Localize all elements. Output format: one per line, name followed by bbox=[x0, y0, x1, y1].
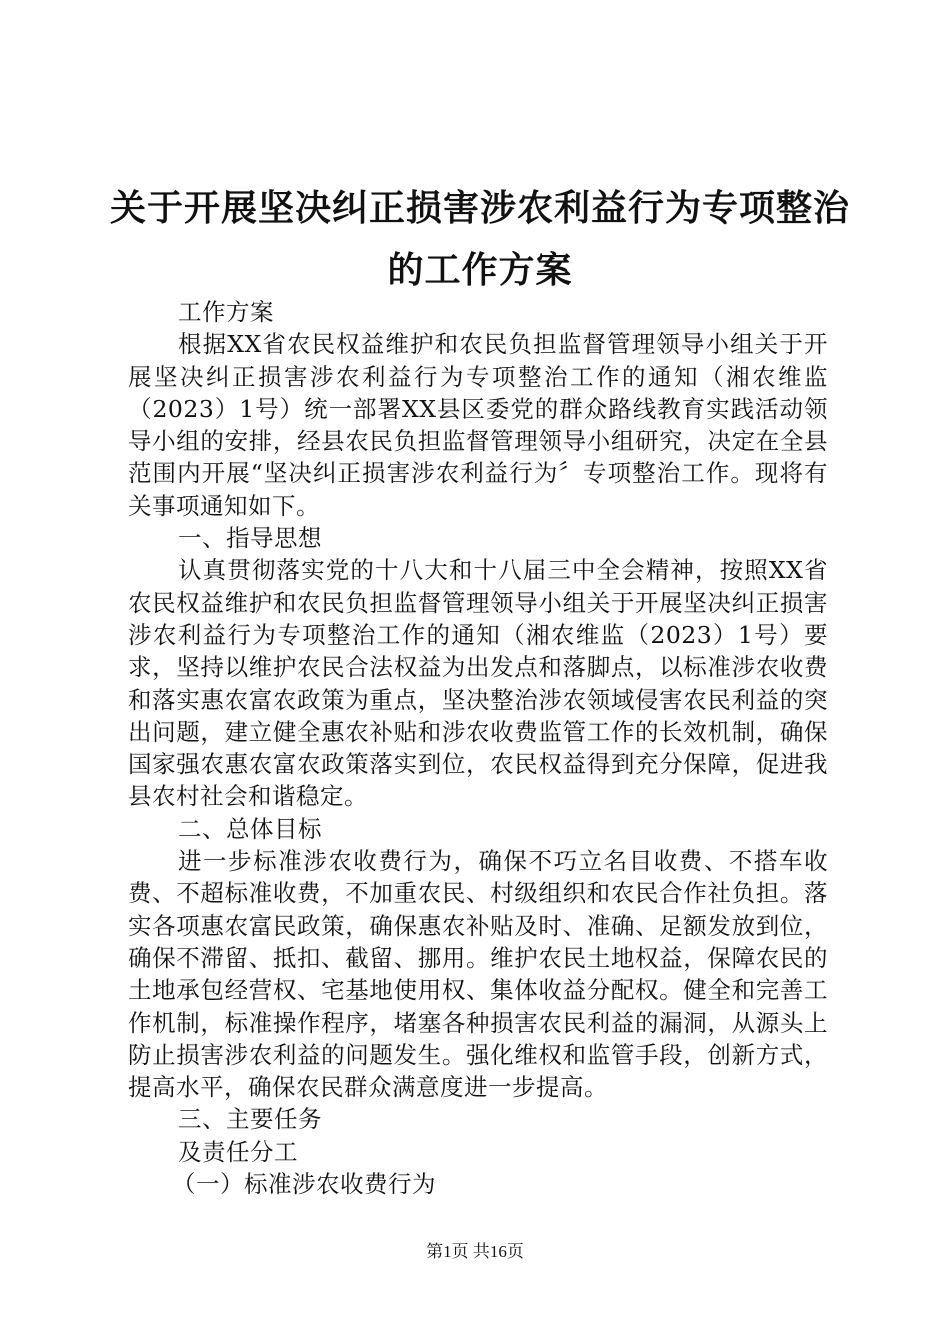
doc-type-label: 工作方案 bbox=[178, 298, 274, 326]
section-3-heading: 三、主要任务 bbox=[178, 1105, 322, 1134]
document-title bbox=[100, 178, 860, 302]
document-body bbox=[128, 296, 828, 1200]
section-1-heading: 一、指导思想 bbox=[178, 524, 322, 553]
section-2-heading: 二、总体目标 bbox=[178, 814, 322, 843]
title-line-2: 的工作方案 bbox=[387, 250, 573, 291]
subsection-1-heading: （一）标准涉农收费行为 bbox=[172, 1170, 436, 1199]
intro-paragraph: 根据XX省农民权益维护和农民负担监督管理领导小组关于开展坚决纠正损害涉农利益行为专项整治工作的通知（湘农维监（2023）1号）统一部署XX县区委党的群众路线教育实践活动领导小组的安排，经县农民负担监督管理领导小组研究，决定在全县范围内开展“坚决纠正损害涉农利益行为〞专项整治工作。现将有关事项通知如下。 bbox=[128, 330, 828, 520]
page-footer: 第1页 共16页 bbox=[426, 1242, 524, 1261]
section-2-paragraph: 进一步标准涉农收费行为，确保不巧立名目收费、不搭车收费、不超标准收费，不加重农民、村级组织和农民合作社负担。落实各项惠农富民政策，确保惠农补贴及时、准确、足额发放到位，确保不滞留、抵扣、截留、挪用。维护农民土地权益，保障农民的土地承包经营权、宅基地使用权、集体收益分配权。健全和完善工作机制，标准操作程序，堵塞各种损害农民利益的漏洞，从源头上防止损害涉农利益的问题发生。强化维权和监管手段，创新方式，提高水平，确保农民群众满意度进一步提高。 bbox=[128, 847, 828, 1102]
section-1-paragraph: 认真贯彻落实党的十八大和十八届三中全会精神，按照XX省农民权益维护和农民负担监督管理领导小组关于开展坚决纠正损害涉农利益行为专项整治工作的通知（湘农维监（2023）1号）要求，坚持以维护农民合法权益为出发点和落脚点，以标准涉农收费和落实惠农富农政策为重点，坚决整治涉农领域侵害农民利益的突出问题，建立健全惠农补贴和涉农收费监管工作的长效机制，确保国家强农惠农富农政策落实到位，农民权益得到充分保障，促进我县农村社会和谐稳定。 bbox=[128, 556, 828, 811]
title-line-1: 关于开展坚决纠正损害涉农利益行为专项整治 bbox=[109, 188, 850, 229]
section-3-heading-continued: 及责任分工 bbox=[178, 1137, 298, 1166]
